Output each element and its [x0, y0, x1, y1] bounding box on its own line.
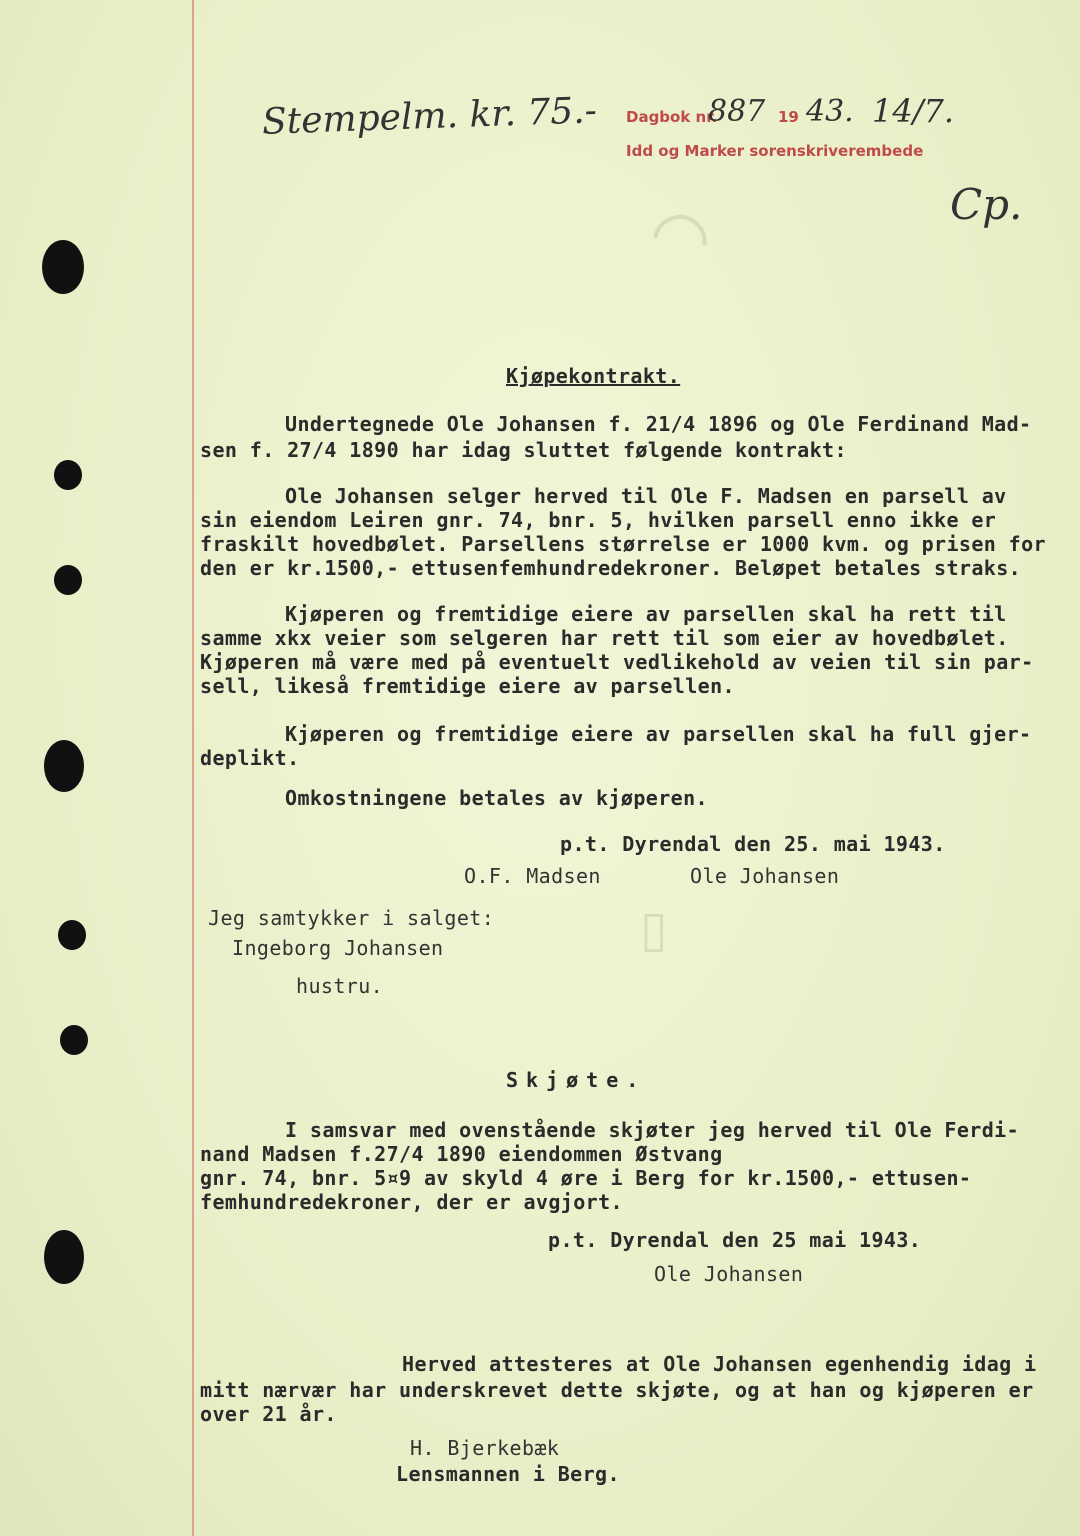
punch-hole — [54, 565, 82, 595]
stamp-duty-note: Stempelm. kr. 75.- — [261, 90, 598, 143]
consent-line: Jeg samtykker i salget: — [208, 906, 495, 930]
attestation-line: Herved attesteres at Ole Johansen egenhendig idag i — [402, 1352, 1037, 1376]
punch-hole — [54, 460, 82, 490]
contract-line: Omkostningene betales av kjøperen. — [285, 786, 708, 810]
punch-hole — [58, 920, 86, 950]
contract-line: fraskilt hovedbølet. Parsellens størrelse er 1000 kvm. og prisen for — [200, 532, 1046, 556]
bleed-through-mark: ◠ — [644, 191, 717, 281]
contract-title: Kjøpekontrakt. — [506, 364, 681, 388]
dagbok-number: 887 — [708, 94, 766, 129]
contract-line: sell, likeså fremtidige eiere av parsellen. — [200, 674, 735, 698]
contract-line: Kjøperen og fremtidige eiere av parsellen skal ha full gjer- — [285, 722, 1032, 746]
dagbok-label: Dagbok nr. — [626, 108, 718, 126]
contract-line: Undertegnede Ole Johansen f. 21/4 1896 og Ole Ferdinand Mad- — [285, 412, 1032, 436]
punch-hole — [42, 240, 84, 294]
punch-hole — [44, 740, 84, 792]
attestation-title: Lensmannen i Berg. — [396, 1462, 620, 1486]
contract-line: samme xkx veier som selgeren har rett til som eier av hovedbølet. — [200, 626, 1009, 650]
contract-line: Kjøperen må være med på eventuelt vedlikehold av veien til sin par- — [200, 650, 1034, 674]
signer-buyer: O.F. Madsen — [464, 864, 601, 888]
punch-hole — [44, 1230, 84, 1284]
contract-line: deplikt. — [200, 746, 300, 770]
contract-line: den er kr.1500,- ettusenfemhundredekroner. Beløpet betales straks. — [200, 556, 1022, 580]
attestation-line: over 21 år. — [200, 1402, 337, 1426]
contract-line: Kjøperen og fremtidige eiere av parsellen skal ha rett til — [285, 602, 1007, 626]
consent-name: Ingeborg Johansen — [232, 936, 444, 960]
punch-hole — [60, 1025, 88, 1055]
bleed-through-mark: ▯ — [640, 900, 668, 958]
deed-title: Skjøte. — [506, 1068, 647, 1092]
signer-seller: Ole Johansen — [690, 864, 840, 888]
deed-signer: Ole Johansen — [654, 1262, 804, 1286]
office-stamp: Idd og Marker sorenskriverembede — [626, 142, 924, 160]
deed-place-date: p.t. Dyrendal den 25 mai 1943. — [548, 1228, 922, 1252]
deed-line: femhundredekroner, der er avgjort. — [200, 1190, 623, 1214]
margin-rule — [192, 0, 194, 1536]
deed-line: I samsvar med ovenstående skjøter jeg herved til Ole Ferdi- — [285, 1118, 1020, 1142]
deed-line: gnr. 74, bnr. 5¤9 av skyld 4 øre i Berg for kr.1500,- ettusen- — [200, 1166, 972, 1190]
attestation-line: mitt nærvær har underskrevet dette skjøte, og at han og kjøperen er — [200, 1378, 1034, 1402]
contract-line: sin eiendom Leiren gnr. 74, bnr. 5, hvilken parsell enno ikke er — [200, 508, 997, 532]
consent-role: hustru. — [296, 974, 384, 998]
contract-line: sen f. 27/4 1890 har idag sluttet følgende kontrakt: — [200, 438, 847, 462]
year-prefix: 19 — [778, 108, 799, 126]
attestation-signer: H. Bjerkebæk — [410, 1436, 560, 1460]
year: 43. — [806, 94, 854, 129]
contract-place-date: p.t. Dyrendal den 25. mai 1943. — [560, 832, 946, 856]
deed-line: nand Madsen f.27/4 1890 eiendommen Østvang — [200, 1142, 723, 1166]
entry-date: 14/7. — [872, 92, 955, 130]
contract-line: Ole Johansen selger herved til Ole F. Madsen en parsell av — [285, 484, 1007, 508]
initials: Cp. — [950, 180, 1023, 229]
